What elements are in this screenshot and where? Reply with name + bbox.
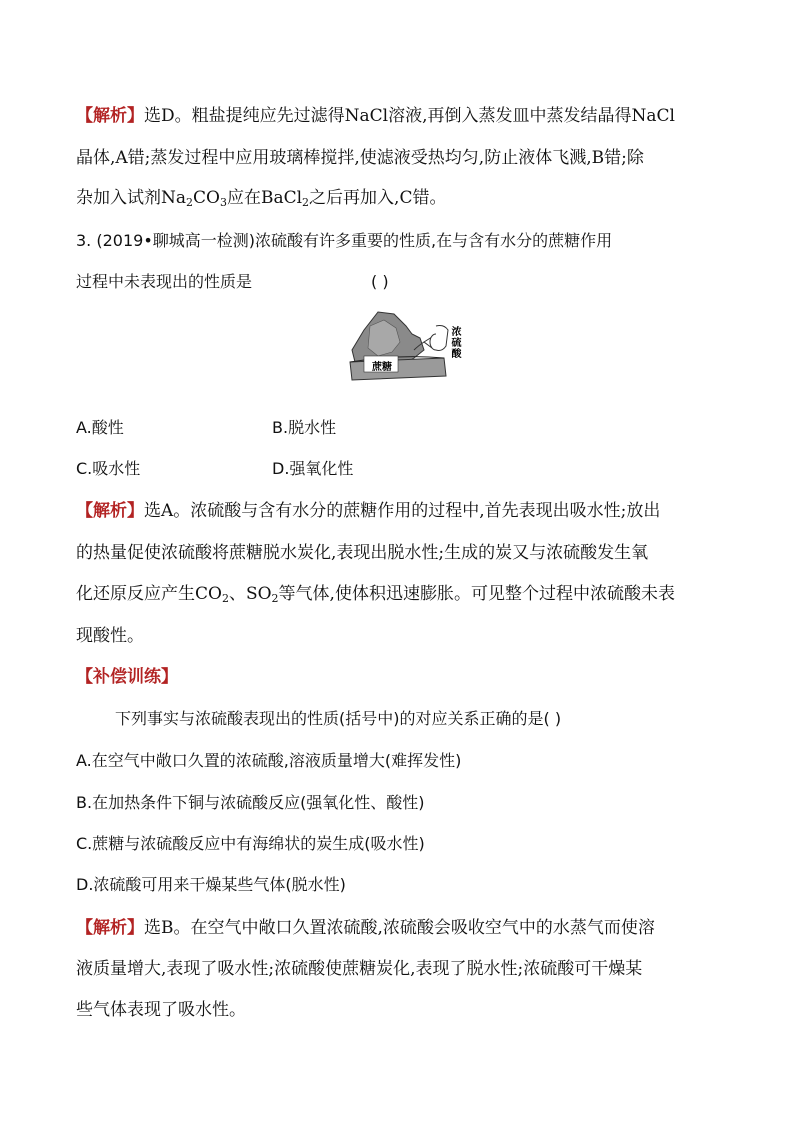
supplement-option-b: B.在加热条件下铜与浓硫酸反应(强氧化性、酸性) bbox=[76, 793, 425, 812]
q3-stem-line-2: 过程中未表现出的性质是 ( ) bbox=[76, 272, 389, 291]
sugar-acid-figure bbox=[348, 306, 468, 386]
figure-label-acid: 浓硫酸 bbox=[449, 326, 460, 359]
supplement-analysis-line-2: 液质量增大,表现了吸水性;浓硫酸使蔗糖炭化,表现了脱水性;浓硫酸可干燥某 bbox=[76, 959, 643, 979]
analysis-tag: 【解析】 bbox=[76, 918, 144, 938]
q3-analysis-line-2: 的热量促使浓硫酸将蔗糖脱水炭化,表现出脱水性;生成的炭又与浓硫酸发生氧 bbox=[76, 543, 649, 563]
q2-analysis-line-2: 晶体,A错;蒸发过程中应用玻璃棒搅拌,使滤液受热均匀,防止液体飞溅,B错;除 bbox=[76, 148, 644, 168]
q3-option-c: C.吸水性 bbox=[76, 459, 141, 478]
analysis-tag: 【解析】 bbox=[76, 106, 144, 126]
figure-label-sugar: 蔗糖 bbox=[372, 362, 392, 373]
supplement-option-c: C.蔗糖与浓硫酸反应中有海绵状的炭生成(吸水性) bbox=[76, 834, 425, 853]
supplement-tag: 【补偿训练】 bbox=[76, 667, 178, 687]
q3-option-a: A.酸性 bbox=[76, 418, 124, 437]
q3-analysis-line-1: 【解析】选A。浓硫酸与含有水分的蔗糖作用的过程中,首先表现出吸水性;放出 bbox=[76, 501, 661, 521]
q3-analysis-line-3: 化还原反应产生$CO_2$、$SO_2$等气体,使体积迅速膨胀。可见整个过程中浓硫酸未表 bbox=[76, 584, 675, 605]
analysis-tag: 【解析】 bbox=[76, 501, 144, 521]
supplement-option-a: A.在空气中敞口久置的浓硫酸,溶液质量增大(难挥发性) bbox=[76, 751, 462, 770]
supplement-analysis-line-3: 些气体表现了吸水性。 bbox=[76, 1000, 246, 1020]
q3-option-b: B.脱水性 bbox=[272, 418, 337, 437]
supplement-stem: 下列事实与浓硫酸表现出的性质(括号中)的对应关系正确的是( ) bbox=[115, 709, 562, 728]
q2-analysis-line-1: 【解析】选D。粗盐提纯应先过滤得NaCl溶液,再倒入蒸发皿中蒸发结晶得NaCl bbox=[76, 106, 675, 126]
supplement-option-d: D.浓硫酸可用来干燥某些气体(脱水性) bbox=[76, 875, 346, 894]
q3-option-d: D.强氧化性 bbox=[272, 459, 354, 478]
q3-stem-line-1: 3. (2019•聊城高一检测)浓硫酸有许多重要的性质,在与含有水分的蔗糖作用 bbox=[76, 231, 613, 250]
supplement-heading bbox=[76, 667, 178, 687]
answer-blank: ( ) bbox=[371, 272, 389, 291]
supplement-analysis-line-1: 【解析】选B。在空气中敞口久置浓硫酸,浓硫酸会吸收空气中的水蒸气而使溶 bbox=[76, 918, 655, 938]
q2-analysis-line-3: 杂加入试剂$Na_2CO_3$应在BaCl$_2$之后再加入,C错。 bbox=[76, 188, 447, 209]
q3-analysis-line-4: 现酸性。 bbox=[76, 626, 144, 646]
